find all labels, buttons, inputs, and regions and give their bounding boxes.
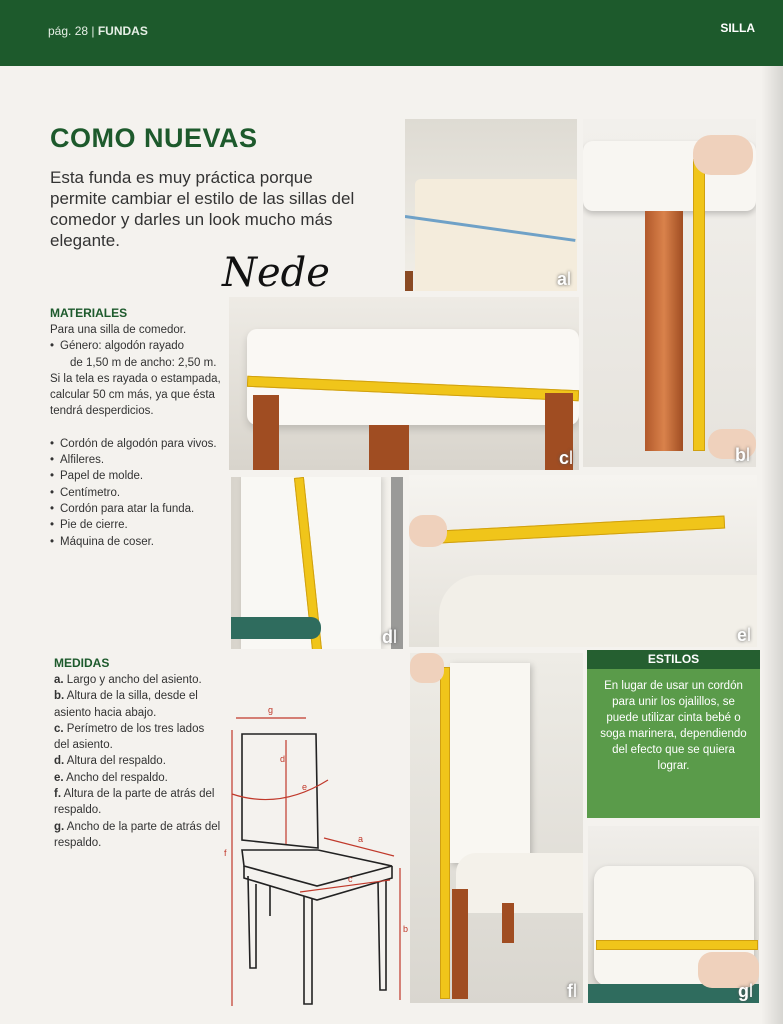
photo-b (583, 119, 756, 467)
photo-a (405, 119, 577, 291)
estilos-heading: ESTILOS (587, 650, 760, 669)
signature: Nede (222, 250, 330, 296)
materiales-note: calcular 50 cm más, ya que ésta (50, 389, 215, 402)
photo-label-e: el (736, 625, 751, 645)
photo-label-f: fl (567, 981, 577, 1001)
list-item-continued: de 1,50 m de ancho: 2,50 m. (70, 356, 217, 369)
photo-c (229, 297, 579, 470)
photo-d (231, 477, 403, 649)
photo-label-b: bl (735, 445, 750, 465)
photo-label-d: dl (382, 627, 397, 647)
list-item-continued: respaldo. (54, 804, 102, 817)
diagram-label-c: c (348, 874, 353, 884)
list-item: c. Perímetro de los tres lados (54, 722, 205, 735)
list-item: f. Altura de la parte de atrás del (54, 788, 215, 801)
list-item-continued: asiento hacia abajo. (54, 706, 157, 719)
medidas-list (54, 672, 234, 851)
page-gutter-shadow (761, 66, 783, 1024)
measure-e-line (232, 780, 328, 800)
materiales-intro: Para una silla de comedor. (50, 324, 187, 336)
list-item: a. Largo y ancho del asiento. (54, 674, 202, 686)
photo-label-g: gl (738, 981, 753, 1001)
list-item: • Alfileres. (50, 452, 230, 468)
list-item: b. Altura de la silla, desde el (54, 690, 198, 703)
photo-label-c: cl (558, 448, 573, 468)
materiales-note: Si la tela es rayada o estampada, (50, 372, 221, 385)
article-intro: Esta funda es muy práctica porque permite cambiar el estilo de las sillas del comedor y darles un look mucho más elegante. (50, 168, 355, 250)
list-item: d. Altura del respaldo. (54, 755, 166, 768)
materiales-list (50, 322, 230, 550)
page-number: pág. 28 | FUNDAS (48, 24, 148, 38)
measure-c-line (300, 880, 390, 892)
diagram-label-g: g (268, 705, 274, 715)
materiales-heading: MATERIALES (50, 306, 128, 320)
materiales-note: tendrá desperdicios. (50, 405, 154, 418)
list-item: • Máquina de coser. (50, 534, 230, 550)
photo-e (409, 475, 757, 647)
list-item: g. Ancho de la parte de atrás del (54, 820, 221, 833)
diagram-label-f: f (224, 848, 227, 858)
list-item: • Pie de cierre. (50, 517, 230, 533)
photo-label-a: al (556, 269, 571, 289)
list-item: • Cordón de algodón para vivos. (50, 436, 230, 452)
article-title: COMO NUEVAS (50, 123, 258, 153)
list-item: e. Ancho del respaldo. (54, 771, 168, 784)
list-item-continued: del asiento. (54, 739, 113, 752)
list-item: • Género: algodón rayado (50, 338, 230, 354)
section-label: SILLA (720, 21, 755, 35)
diagram-label-b: b (403, 924, 409, 934)
list-item: • Papel de molde. (50, 468, 230, 484)
chair-seat (242, 850, 392, 886)
diagram-label-d: d (280, 754, 286, 764)
photo-f (410, 653, 583, 1003)
diagram-label-e: e (302, 782, 308, 792)
list-item: • Cordón para atar la funda. (50, 501, 230, 517)
chair-legs (248, 876, 386, 1004)
page-header (0, 0, 783, 66)
diagram-label-a: a (358, 834, 364, 844)
list-item: • Centímetro. (50, 485, 230, 501)
list-item-continued: respaldo. (54, 836, 102, 849)
estilos-body: En lugar de usar un cordón para unir los ojalillos, se puede utilizar cinta bebé o soga marinera, dependiendo del efecto que se quiera lograr. (600, 680, 747, 772)
photo-g (588, 826, 759, 1003)
estilos-box (587, 650, 760, 818)
medidas-heading: MEDIDAS (54, 656, 110, 670)
chair-diagram (212, 700, 412, 1012)
